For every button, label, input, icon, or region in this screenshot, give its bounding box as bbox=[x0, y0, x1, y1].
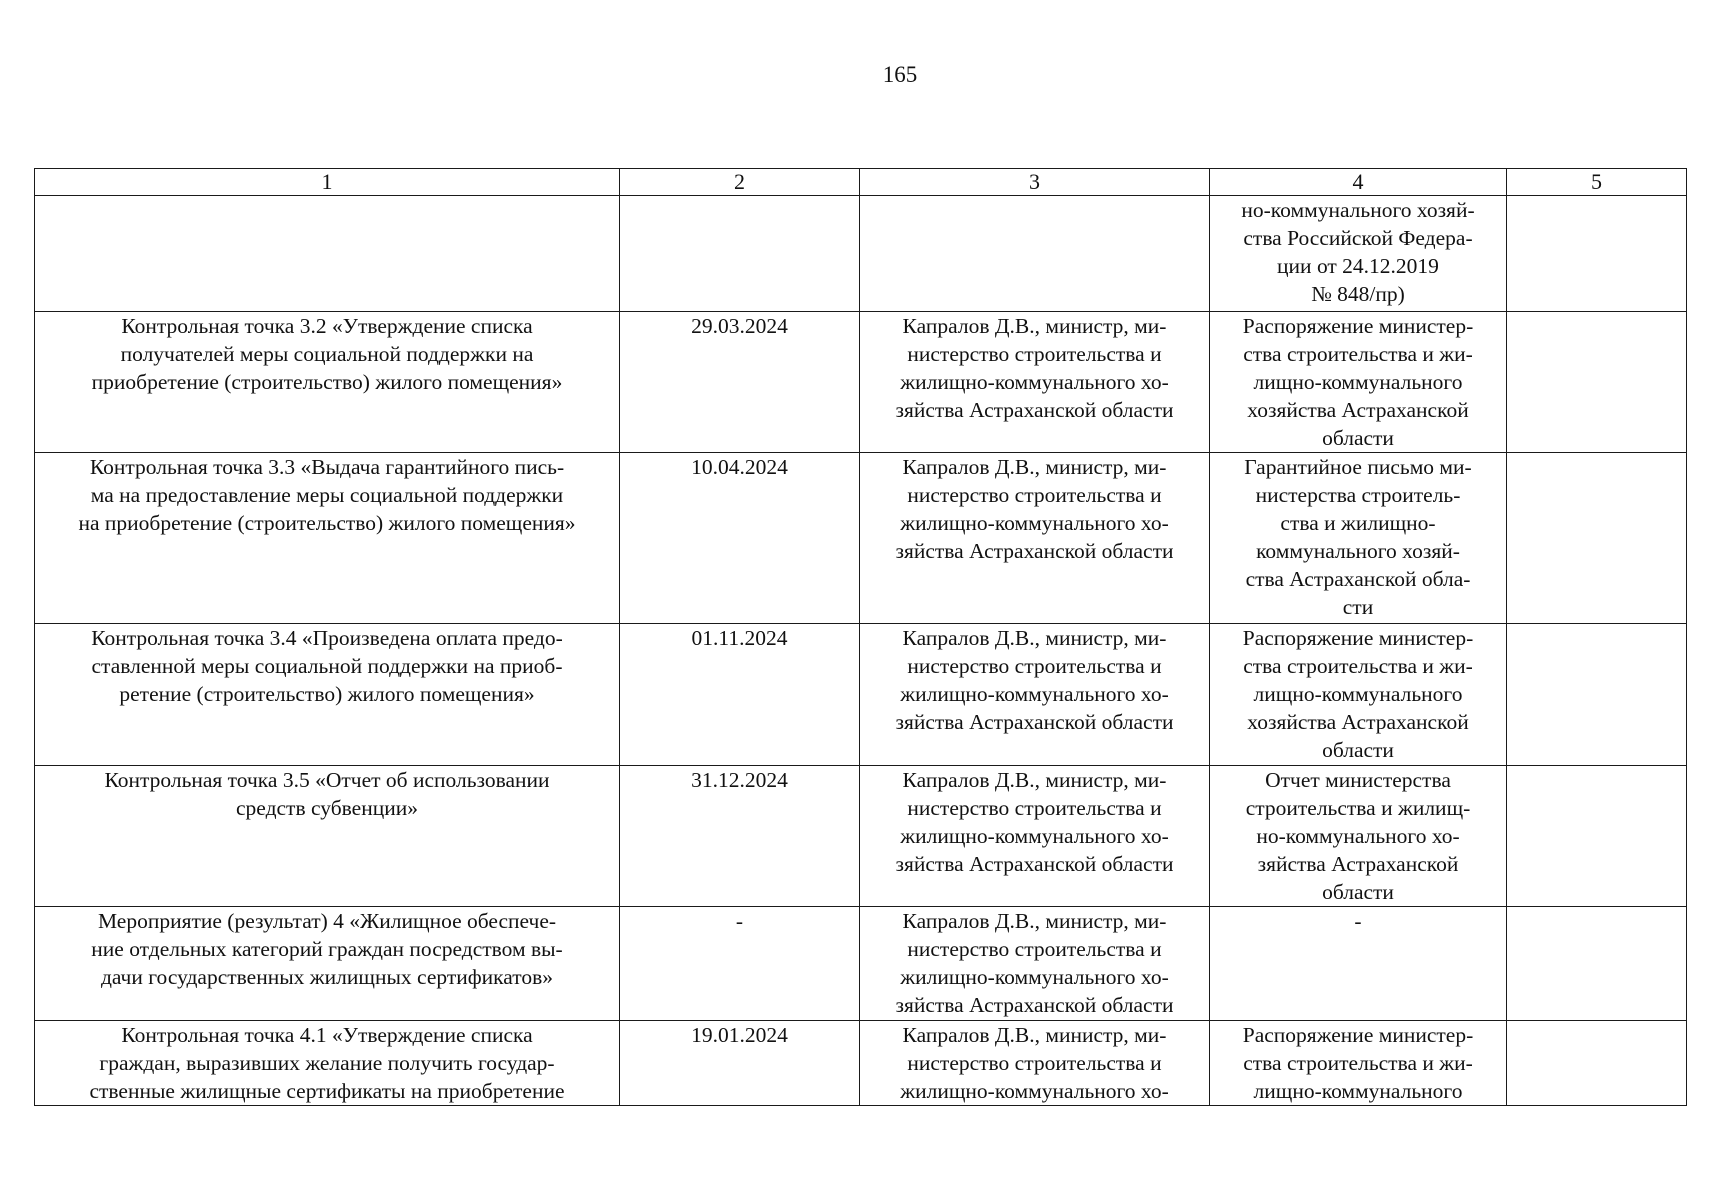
header-col-1: 1 bbox=[35, 169, 620, 196]
responsible-cell: Капралов Д.В., министр, ми- нистерство строительства и жилищно-коммунального хо- зяйства Астраханской области bbox=[860, 624, 1210, 766]
table-row bbox=[35, 1021, 1687, 1106]
table-row bbox=[35, 766, 1687, 907]
header-col-2: 2 bbox=[620, 169, 860, 196]
date-cell: 31.12.2024 bbox=[620, 766, 860, 907]
responsible-cell: Капралов Д.В., министр, ми- нистерство строительства и жилищно-коммунального хо- зяйства Астраханской области bbox=[860, 312, 1210, 453]
page-number: 165 bbox=[882, 62, 918, 87]
table-row bbox=[35, 453, 1687, 624]
table-row bbox=[35, 907, 1687, 1021]
col5-cell bbox=[1507, 196, 1687, 312]
document-cell: Гарантийное письмо ми- нистерства строитель- ства и жилищно- коммунального хозяй- ства Астраханской обла- сти bbox=[1210, 453, 1507, 624]
event-cell: Контрольная точка 4.1 «Утверждение списка граждан, выразивших желание получить государ- ственные жилищные сертификаты на приобретение bbox=[35, 1021, 620, 1106]
document-cell: Отчет министерства строительства и жилищ- но-коммунального хо- зяйства Астраханской области bbox=[1210, 766, 1507, 907]
header-col-3: 3 bbox=[860, 169, 1210, 196]
responsible-cell: Капралов Д.В., министр, ми- нистерство строительства и жилищно-коммунального хо- зяйства Астраханской области bbox=[860, 907, 1210, 1021]
col5-cell bbox=[1507, 766, 1687, 907]
responsible-cell bbox=[860, 196, 1210, 312]
col5-cell bbox=[1507, 907, 1687, 1021]
event-cell: Контрольная точка 3.5 «Отчет об использовании средств субвенции» bbox=[35, 766, 620, 907]
header-col-4: 4 bbox=[1210, 169, 1507, 196]
date-cell: 10.04.2024 bbox=[620, 453, 860, 624]
responsible-cell: Капралов Д.В., министр, ми- нистерство строительства и жилищно-коммунального хо- зяйства Астраханской области bbox=[860, 453, 1210, 624]
document-cell: Распоряжение министер- ства строительства и жи- лищно-коммунального хозяйства Астраханской области bbox=[1210, 312, 1507, 453]
header-col-5: 5 bbox=[1507, 169, 1687, 196]
col5-cell bbox=[1507, 453, 1687, 624]
document-cell: Распоряжение министер- ства строительства и жи- лищно-коммунального bbox=[1210, 1021, 1507, 1106]
table-row bbox=[35, 624, 1687, 766]
col5-cell bbox=[1507, 624, 1687, 766]
event-cell bbox=[35, 196, 620, 312]
responsible-cell: Капралов Д.В., министр, ми- нистерство строительства и жилищно-коммунального хо- bbox=[860, 1021, 1210, 1106]
document-cell: Распоряжение министер- ства строительства и жи- лищно-коммунального хозяйства Астраханской области bbox=[1210, 624, 1507, 766]
date-cell: 29.03.2024 bbox=[620, 312, 860, 453]
responsible-cell: Капралов Д.В., министр, ми- нистерство строительства и жилищно-коммунального хо- зяйства Астраханской области bbox=[860, 766, 1210, 907]
col5-cell bbox=[1507, 1021, 1687, 1106]
table-row bbox=[35, 312, 1687, 453]
event-cell: Контрольная точка 3.4 «Произведена оплата предо- ставленной меры социальной поддержки на приоб- ретение (строительство) жилого помещения» bbox=[35, 624, 620, 766]
control-points-table bbox=[34, 168, 1687, 1106]
date-cell: - bbox=[620, 907, 860, 1021]
event-cell: Контрольная точка 3.2 «Утверждение списка получателей меры социальной поддержки на приобретение (строительство) жилого помещения» bbox=[35, 312, 620, 453]
document-cell: но-коммунального хозяй- ства Российской Федера- ции от 24.12.2019 № 848/пр) bbox=[1210, 196, 1507, 312]
event-cell: Контрольная точка 3.3 «Выдача гарантийного пись- ма на предоставление меры социальной поддержки на приобретение (строительство) жилого помещения» bbox=[35, 453, 620, 624]
date-cell bbox=[620, 196, 860, 312]
event-cell: Мероприятие (результат) 4 «Жилищное обеспече- ние отдельных категорий граждан посредством вы- дачи государственных жилищных сертификатов» bbox=[35, 907, 620, 1021]
document-cell: - bbox=[1210, 907, 1507, 1021]
date-cell: 01.11.2024 bbox=[620, 624, 860, 766]
header-row bbox=[35, 169, 1687, 196]
col5-cell bbox=[1507, 312, 1687, 453]
table-row bbox=[35, 196, 1687, 312]
date-cell: 19.01.2024 bbox=[620, 1021, 860, 1106]
